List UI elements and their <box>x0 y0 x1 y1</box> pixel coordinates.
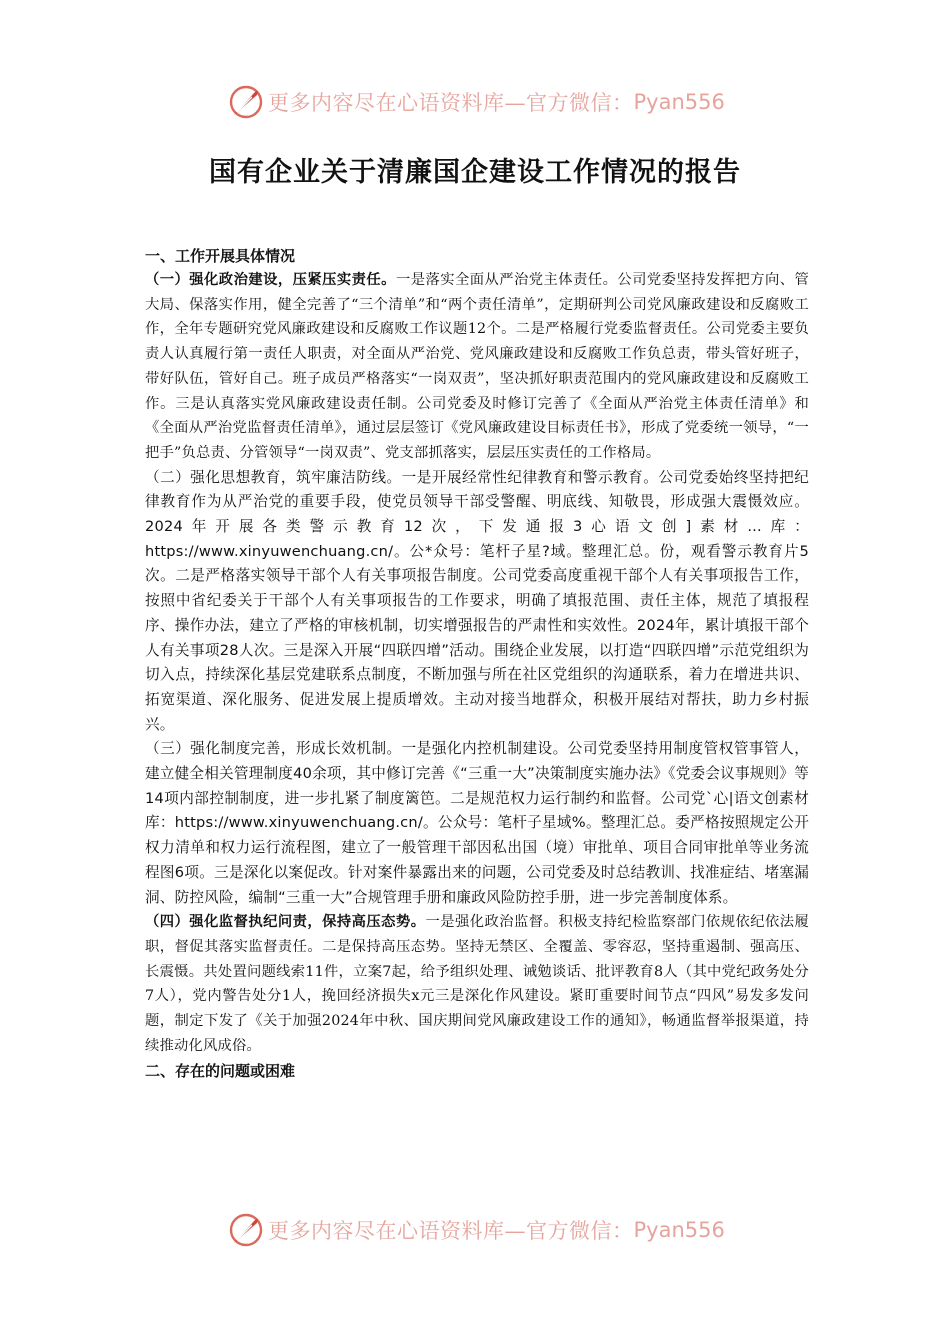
document-title: 国有企业关于清廉国企建设工作情况的报告 <box>209 157 741 188</box>
document-body <box>145 244 809 1083</box>
paragraph-lead: （三）强化制度完善，形成长效机制。 <box>145 740 402 758</box>
section-heading-2: 二、存在的问题或困难 <box>145 1061 296 1080</box>
quill-logo-icon <box>228 84 264 120</box>
banner-text: 更多内容尽在心语资料库—官方微信： <box>268 1219 634 1243</box>
paragraph-body: 一是开展经常性纪律教育和警示教育。公司党委始终坚持把纪律教育作为从严治党的重要手段，使党员领导干部受警醒、明底线、知敬畏，形成强大震慑效应。2024年开展各类警示教育12次，下发通报3心语文创]素材...库：https://www.xinyuwenchuang.cn/。公*众号：笔杆子星?域。整理汇总。份，观看警示教育片5次。二是严格落实领导干部个人有关事项报告制度。公司党委高度重视干部个人有关事项报告工作，按照中省纪委关于干部个人有关事项报告的工作要求，明确了填报范围、责任主体，规范了填报程序、操作办法，建立了严格的审核机制，切实增强报告的严肃性和实效性。2024年，累计填报干部个人有关事项28人次。三是深入开展“四联四增”活动。围绕企业发展，以打造“四联四增”示范党组织为切入点，持续深化基层党建联系点制度，不断加强与所在社区党组织的沟通联系，着力在增进共识、拓宽渠道、深化服务、促进发展上提质增效。主动对接当地群众，积极开展结对帮扶，助力乡村振兴。 <box>145 468 810 733</box>
paragraph-lead: （一）强化政治建设，压紧压实责任。 <box>145 272 396 288</box>
paragraph-lead: （四）强化监督执纪问责，保持高压态势。 <box>145 914 426 931</box>
paragraph-4 <box>145 910 809 1058</box>
paragraph-body: 一是强化政治监督。积极支持纪检监察部门依规依纪依法履职，督促其落实监督责任。二是保持高压态势。坚持无禁区、全覆盖、零容忍，坚持重遏制、强高压、长震慑。共处置问题线索11件，立案7起，给予组织处理、诫勉谈话、批评教育8人（其中党纪政务处分7人），党内警告处分1人，挽回经济损失x元三是深化作风建设。紧盯重要时间节点“四风”易发多发问题，制定下发了《关于加强2024年中秋、国庆期间党风廉政建设工作的通知》，畅通监督举报渠道，持续推动化风成俗。 <box>145 914 809 1054</box>
banner-text: 更多内容尽在心语资料库—官方微信： <box>268 91 634 115</box>
paragraph-body: 一是强化内控机制建设。公司党委坚持用制度管权管事管人，建立健全相关管理制度40余项，其中修订完善《“三重一大”决策制度实施办法》《党委会议事规则》等14项内部控制制度，进一步扎紧了制度篱笆。二是规范权力运行制约和监督。公司党`心|语文创素材库：https://www.xinyuwenchuang.cn/。公众号：笔杆子星域%。整理汇总。委严格按照规定公开权力清单和权力运行流程图，建立了一般管理干部因私出国（境）审批单、项目合同审批单等业务流程图6项。三是深化以案促改。针对案件暴露出来的问题，公司党委及时总结教训、找准症结、堵塞漏洞、防控风险，编制“三重一大”合规管理手册和廉政风险防控手册，进一步完善制度体系。 <box>145 740 810 906</box>
paragraph-2 <box>145 466 809 738</box>
banner-wechat-id: Pyan556 <box>633 90 725 114</box>
banner-wechat-id: Pyan556 <box>633 1218 725 1242</box>
paragraph-body: 一是落实全面从严治党主体责任。公司党委坚持发挥把方向、管大局、保落实作用，健全完善了“三个清单”和“两个责任清单”，定期研判公司党风廉政建设和反腐败工作，全年专题研究党风廉政建设和反腐败工作议题12个。二是严格履行党委监督责任。公司党委主要负责人认真履行第一责任人职责，对全面从严治党、党风廉政建设和反腐败工作负总责，带头管好班子，带好队伍，管好自己。班子成员严格落实“一岗双责”，坚决抓好职责范围内的党风廉政建设和反腐败工作。三是认真落实党风廉政建设责任制。公司党委及时修订完善了《全面从严治党主体责任清单》和《全面从严治党监督责任清单》，通过层层签订《党风廉政建设目标责任书》，形成了党委统一领导，“一把手”负总责、分管领导“一岗双责”、党支部抓落实，层层压实责任的工作格局。 <box>145 272 809 461</box>
section-heading-1: 一、工作开展具体情况 <box>145 247 296 265</box>
footer-banner <box>228 1210 728 1250</box>
paragraph-3 <box>145 737 809 910</box>
header-banner <box>228 82 728 122</box>
quill-logo-icon <box>228 1212 264 1248</box>
paragraph-1 <box>145 268 809 466</box>
paragraph-lead: （二）强化思想教育，筑牢廉洁防线。 <box>145 468 402 486</box>
